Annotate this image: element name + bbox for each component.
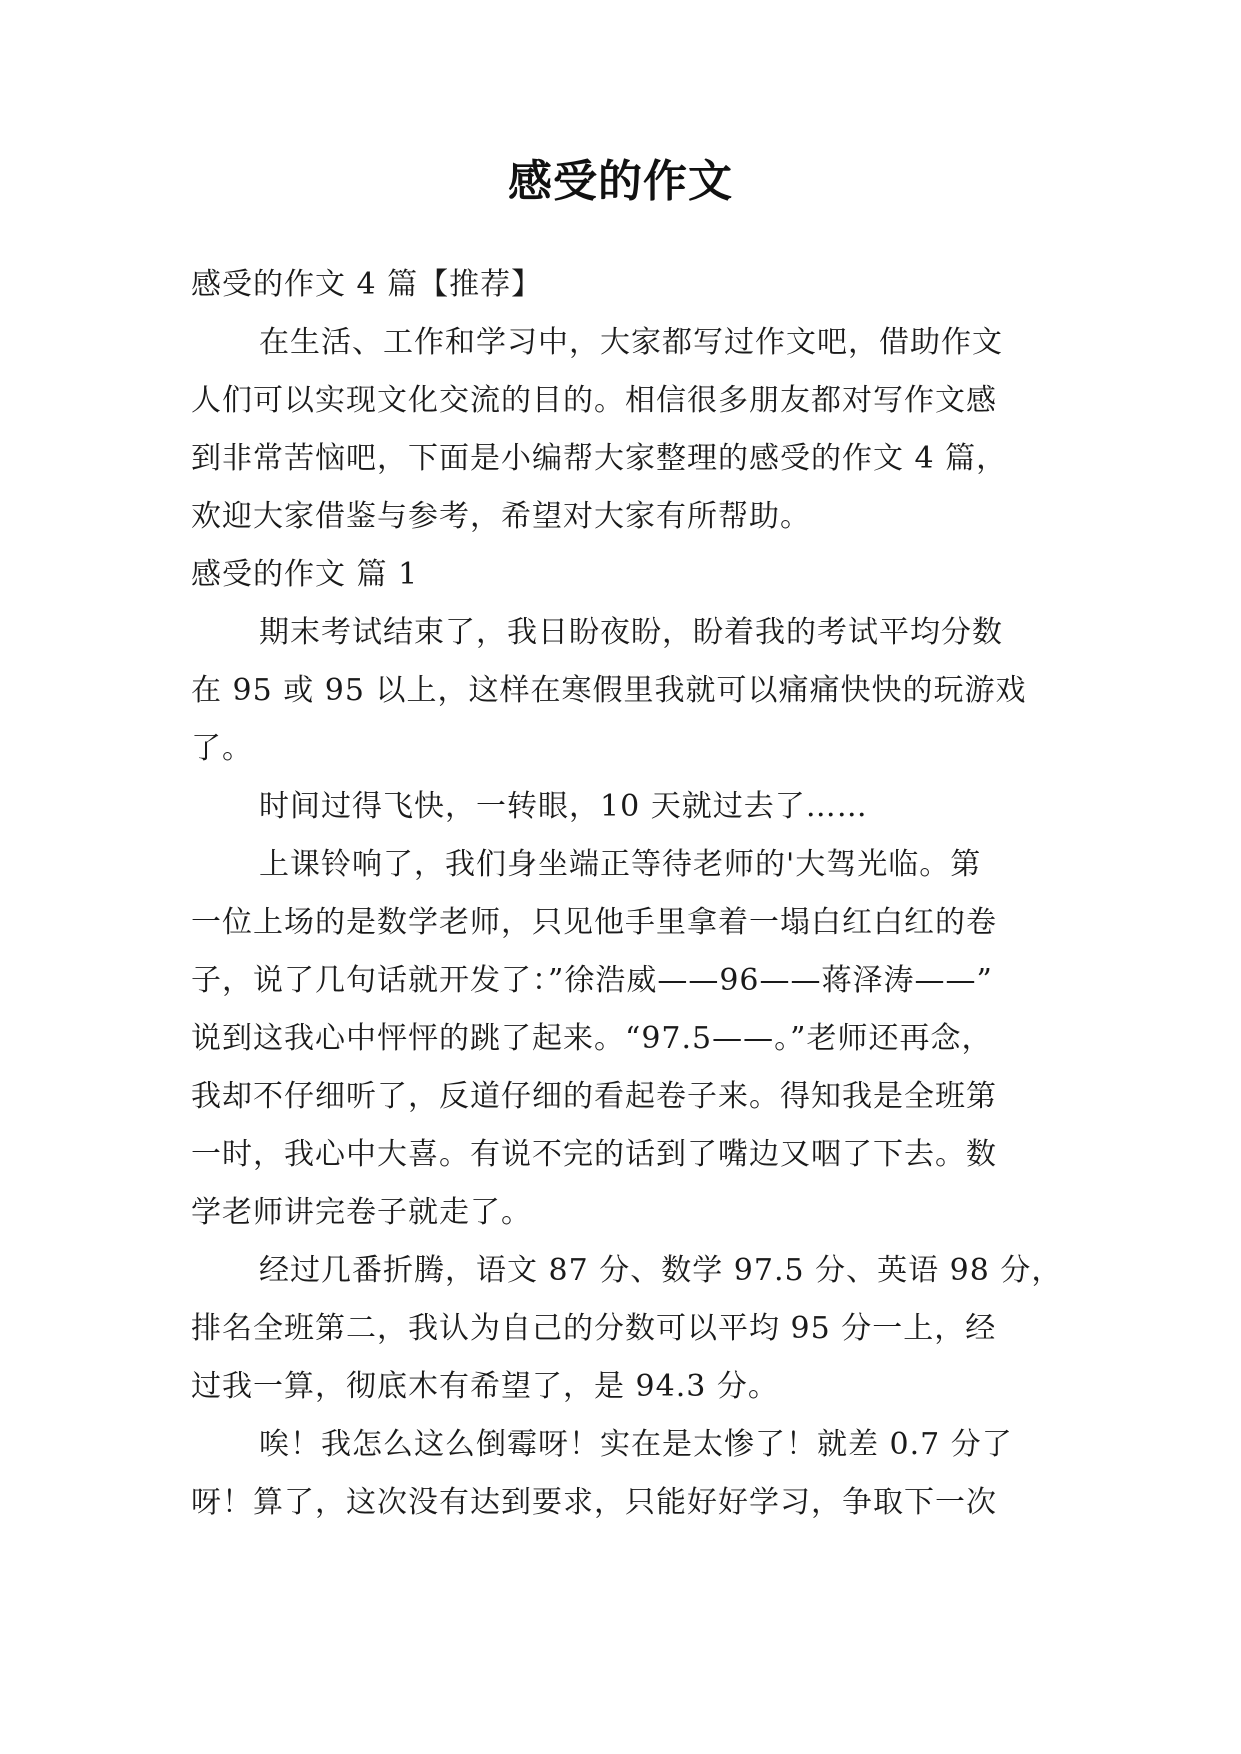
paragraph-line: 唉！我怎么这么倒霉呀！实在是太惨了！就差 0.7 分了 xyxy=(259,1427,1013,1462)
paragraph-line: 欢迎大家借鉴与参考，希望对大家有所帮助。 xyxy=(191,499,811,534)
paragraph-line: 一时，我心中大喜。有说不完的话到了嘴边又咽了下去。数 xyxy=(191,1137,997,1172)
paragraph-line: 在 95 或 95 以上，这样在寒假里我就可以痛痛快快的玩游戏 xyxy=(191,673,1027,708)
paragraph-line: 了。 xyxy=(191,731,253,766)
paragraph-line: 经过几番折腾，语文 87 分、数学 97.5 分、英语 98 分， xyxy=(259,1253,1063,1288)
document-title: 感受的作文 xyxy=(508,156,733,207)
paragraph-line: 一位上场的是数学老师，只见他手里拿着一塌白红白红的卷 xyxy=(191,905,997,940)
paragraph-line: 在生活、工作和学习中，大家都写过作文吧，借助作文 xyxy=(259,325,1003,360)
paragraph-line: 排名全班第二，我认为自己的分数可以平均 95 分一上，经 xyxy=(191,1311,997,1346)
paragraph-line: 说到这我心中怦怦的跳了起来。“97.5——。”老师还再念， xyxy=(191,1021,993,1056)
paragraph-line: 过我一算，彻底木有希望了，是 94.3 分。 xyxy=(191,1369,779,1404)
paragraph-line: 子，说了几句话就开发了：”徐浩威——96——蒋泽涛——” xyxy=(191,963,993,998)
paragraph-line: 到非常苦恼吧，下面是小编帮大家整理的感受的作文 4 篇， xyxy=(191,441,1008,476)
paragraph-line: 人们可以实现文化交流的目的。相信很多朋友都对写作文感 xyxy=(191,383,997,418)
paragraph-line: 学老师讲完卷子就走了。 xyxy=(191,1195,532,1230)
paragraph-line: 呀！算了，这次没有达到要求，只能好好学习，争取下一次 xyxy=(191,1485,997,1520)
section-heading: 感受的作文 4 篇【推荐】 xyxy=(191,267,543,302)
paragraph-line: 期末考试结束了，我日盼夜盼，盼着我的考试平均分数 xyxy=(259,615,1003,650)
document-body xyxy=(191,256,1061,1532)
paragraph-line: 我却不仔细听了，反道仔细的看起卷子来。得知我是全班第 xyxy=(191,1079,997,1114)
paragraph-line: 时间过得飞快，一转眼，10 天就过去了…… xyxy=(259,789,868,824)
section-heading: 感受的作文 篇 1 xyxy=(191,557,419,592)
paragraph-line: 上课铃响了，我们身坐端正等待老师的'大驾光临。第 xyxy=(259,847,982,882)
